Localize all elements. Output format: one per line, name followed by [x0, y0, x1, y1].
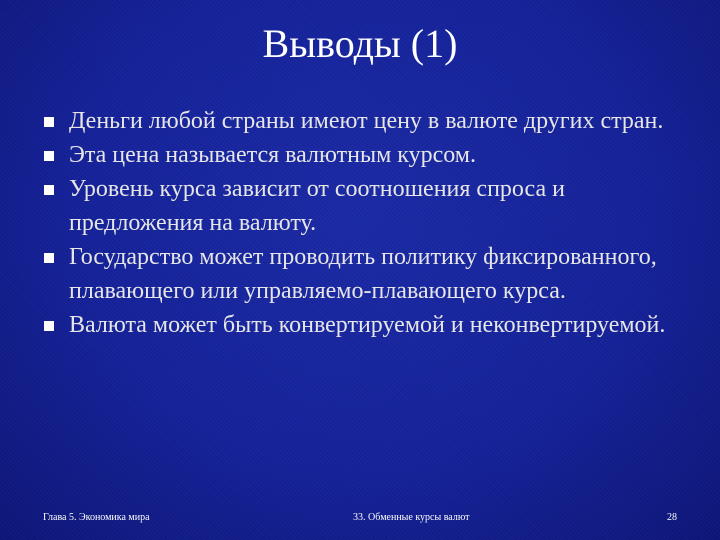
square-bullet-icon	[44, 151, 54, 161]
bullet-text: Деньги любой страны имеют цену в валюте других стран.	[69, 108, 664, 134]
square-bullet-icon	[44, 321, 54, 331]
bullet-text: Эта цена называется валютным курсом.	[69, 142, 476, 168]
square-bullet-icon	[44, 117, 54, 127]
square-bullet-icon	[44, 185, 54, 195]
bullet-list	[44, 104, 684, 342]
slide-title: Выводы (1)	[262, 21, 458, 66]
bullet-text: Валюта может быть конвертируемой и неконвертируемой.	[69, 312, 666, 338]
page-number: 28	[667, 512, 677, 523]
square-bullet-icon	[44, 253, 54, 263]
bullet-item	[44, 104, 684, 138]
bullet-item	[44, 172, 684, 240]
bullet-item	[44, 138, 684, 172]
bullet-item	[44, 308, 684, 342]
bullet-text: Государство может проводить политику фиксированного, плавающего или управляемо-плавающего курса.	[69, 244, 657, 304]
footer-chapter: Глава 5. Экономика мира	[43, 512, 150, 523]
footer-section: 33. Обменные курсы валют	[353, 512, 470, 523]
bullet-text: Уровень курса зависит от соотношения спроса и предложения на валюту.	[69, 176, 565, 236]
bullet-item	[44, 240, 684, 308]
